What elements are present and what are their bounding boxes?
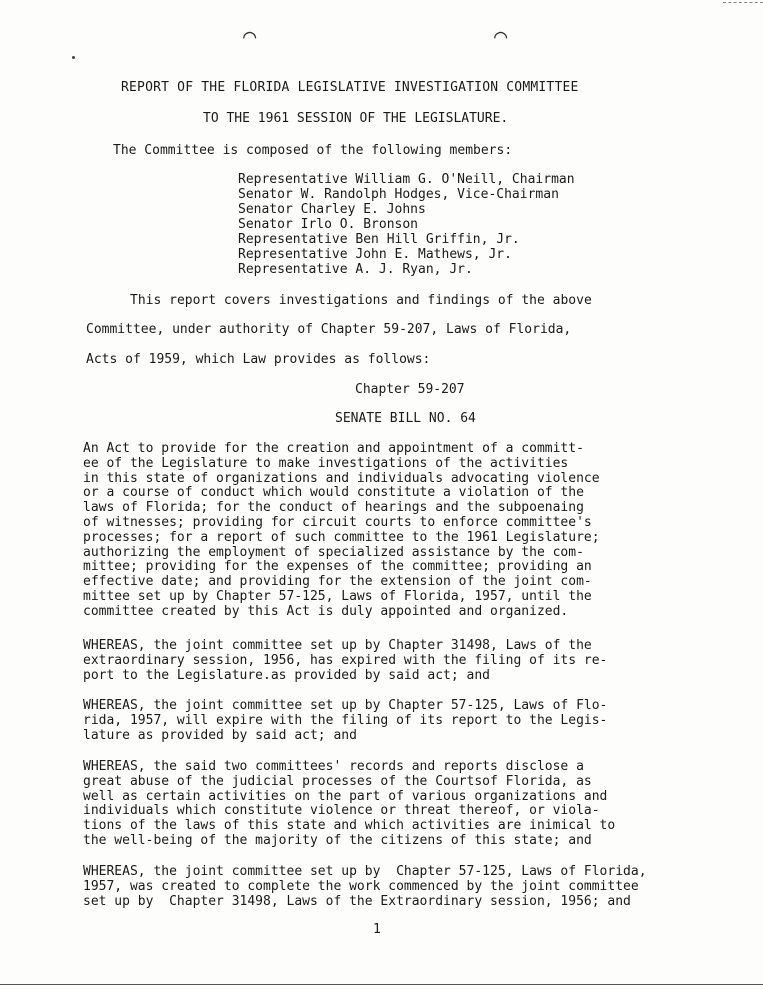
member-item: Representative Ben Hill Griffin, Jr. (238, 232, 520, 247)
member-item: Senator W. Randolph Hodges, Vice-Chairman (238, 187, 559, 202)
paragraph-line: committee created by this Act is duly appointed and organized. (83, 603, 569, 619)
chapter-heading: Chapter 59-207 (355, 382, 465, 397)
whereas-paragraph-2 (83, 699, 743, 743)
paragraph-line: processes; for a report of such committee to the 1961 Legislature; (83, 529, 600, 545)
committee-intro: The Committee is composed of the following members: (113, 143, 513, 158)
whereas-paragraph-3 (83, 760, 743, 849)
paragraph-line: 1957, was created to complete the work commenced by the joint committee (83, 878, 639, 894)
paragraph-line: lature as provided by said act; and (83, 727, 357, 743)
bottom-edge-line (0, 984, 763, 985)
paragraph-line: WHEREAS, the joint committee set up by Chapter 31498, Laws of the (83, 638, 592, 653)
paragraph-line: port to the Legislature.as provided by said act; and (83, 667, 490, 683)
paragraph-line: mittee set up by Chapter 57-125, Laws of Florida, 1957, until the (83, 588, 592, 604)
paragraph-line: of witnesses; providing for circuit courts to enforce committee's (83, 514, 592, 530)
report-intro-line-3: Acts of 1959, which Law provides as follows: (86, 352, 431, 367)
speck-mark (72, 56, 75, 59)
whereas-paragraph-4 (83, 865, 743, 909)
member-item: Senator Irlo O. Bronson (238, 217, 419, 232)
act-paragraph (83, 442, 743, 620)
paragraph-line: ee of the Legislature to make investigations of the activities (83, 455, 569, 471)
paragraph-line: mittee; providing for the expenses of the committee; providing an (83, 559, 592, 575)
paragraph-line: An Act to provide for the creation and appointment of a committ- (83, 441, 584, 456)
member-item: Senator Charley E. Johns (238, 202, 426, 217)
report-subtitle: TO THE 1961 SESSION OF THE LEGISLATURE. (203, 111, 509, 126)
paragraph-line: authorizing the employment of specialized assistance by the com- (83, 544, 584, 560)
paragraph-line: individuals which constitute violence or threat thereof, or viola- (83, 803, 600, 819)
paragraph-line: extraordinary session, 1956, has expired with the filing of its re- (83, 652, 608, 668)
member-item: Representative A. J. Ryan, Jr. (238, 262, 473, 277)
member-item: Representative William G. O'Neill, Chairman (238, 172, 575, 187)
paragraph-line: tions of the laws of this state and which activities are inimical to (83, 818, 616, 834)
committee-members-list (238, 172, 575, 277)
paragraph-line: well as certain activities on the part of various organizations and (83, 788, 608, 804)
paragraph-line: laws of Florida; for the conduct of hearings and the subpoenaing (83, 500, 584, 516)
paragraph-line: or a course of conduct which would constitute a violation of the (83, 485, 584, 501)
report-title: REPORT OF THE FLORIDA LEGISLATIVE INVESTIGATION COMMITTEE (121, 80, 579, 95)
bill-heading: SENATE BILL NO. 64 (335, 411, 476, 426)
paragraph-line: WHEREAS, the joint committee set up by Chapter 57-125, Laws of Flo- (83, 698, 608, 713)
paragraph-line: set up by Chapter 31498, Laws of the Extraordinary session, 1956; and (83, 893, 631, 909)
punch-hole-mark-left: ⌒ (243, 24, 257, 49)
paragraph-line: in this state of organizations and individuals advocating violence (83, 470, 600, 486)
whereas-paragraph-1 (83, 639, 743, 683)
page-number: 1 (373, 922, 381, 937)
report-intro-line-2: Committee, under authority of Chapter 59-207, Laws of Florida, (86, 322, 572, 337)
paragraph-line: WHEREAS, the said two committees' records and reports disclose a (83, 759, 584, 774)
paragraph-line: WHEREAS, the joint committee set up by Chapter 57-125, Laws of Florida, (83, 864, 647, 879)
member-item: Representative John E. Mathews, Jr. (238, 247, 512, 262)
punch-hole-mark-right: ⌒ (494, 24, 508, 49)
report-intro-line-1: This report covers investigations and findings of the above (130, 293, 592, 308)
paragraph-line: rida, 1957, will expire with the filing of its report to the Legis- (83, 712, 608, 728)
paragraph-line: the well-being of the majority of the citizens of this state; and (83, 832, 592, 848)
paragraph-line: effective date; and providing for the extension of the joint com- (83, 574, 592, 590)
paragraph-line: great abuse of the judicial processes of the Courtsof Florida, as (83, 773, 592, 789)
top-edge-mark (723, 2, 763, 4)
